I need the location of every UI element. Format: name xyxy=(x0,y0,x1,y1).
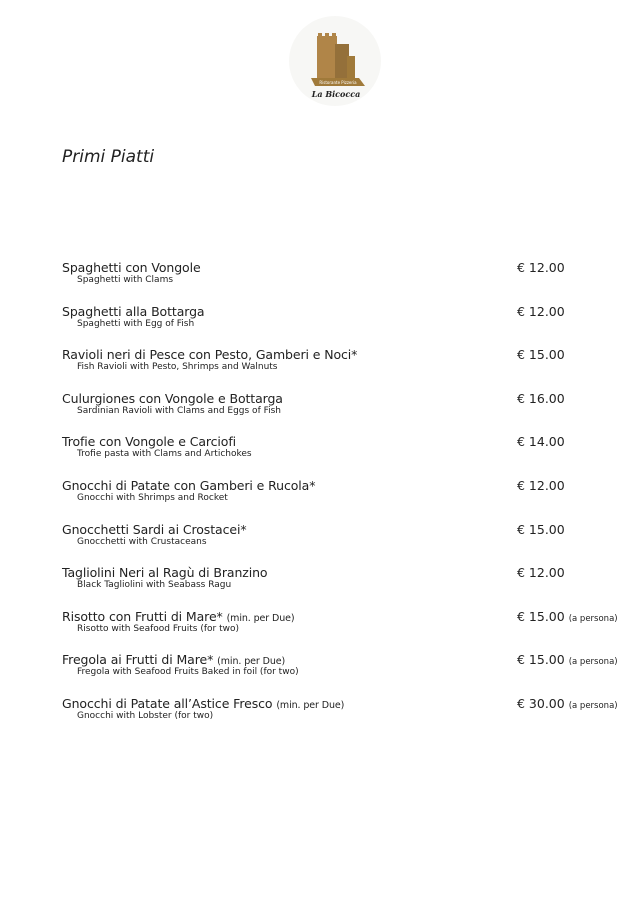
menu-item xyxy=(62,347,622,387)
menu-item xyxy=(62,434,622,474)
price-value: € 12.00 xyxy=(517,565,565,581)
price-value: € 30.00 xyxy=(517,696,565,711)
dish-name xyxy=(62,696,344,711)
menu-item xyxy=(62,478,622,518)
menu-item xyxy=(62,391,622,431)
dish-description: Gnocchi with Shrimps and Rocket xyxy=(77,493,228,503)
dish-name xyxy=(62,652,285,667)
price-unit: (a persona) xyxy=(568,657,618,668)
svg-text:La Bicocca: La Bicocca xyxy=(311,89,361,99)
section-title: Primi Piatti xyxy=(62,147,155,167)
price-value: € 12.00 xyxy=(517,303,565,319)
menu-item xyxy=(62,696,622,736)
dish-name-text: Tagliolini Neri al Ragù di Branzino xyxy=(62,565,268,581)
dish-name-text: Spaghetti con Vongole xyxy=(62,260,201,275)
dish-name xyxy=(62,304,204,319)
price-value: € 12.00 xyxy=(517,260,565,275)
dish-description: Black Tagliolini with Seabass Ragu xyxy=(77,580,232,591)
dish-name-text: Ravioli neri di Pesce con Pesto, Gamberi e Noci* xyxy=(62,347,358,363)
dish-name xyxy=(62,391,283,406)
dish-name-text: Gnocchetti Sardi ai Crostacei* xyxy=(62,521,247,537)
menu-item xyxy=(62,652,622,692)
dish-description: Risotto with Seafood Fruits (for two) xyxy=(77,623,240,634)
dish-description: Gnocchi with Lobster (for two) xyxy=(77,711,214,721)
dish-description: Trofie pasta with Clams and Artichokes xyxy=(77,449,252,460)
dish-note: (min. per Due) xyxy=(217,656,286,668)
dish-description: Gnocchetti with Crustaceans xyxy=(77,536,207,547)
dish-price xyxy=(517,347,565,362)
price-unit: (a persona) xyxy=(568,613,618,624)
menu-item xyxy=(62,260,622,300)
dish-price xyxy=(517,434,565,449)
dish-price xyxy=(517,522,565,537)
price-value: € 15.00 xyxy=(517,608,565,624)
dish-name xyxy=(62,478,315,493)
dish-description: Fish Ravioli with Pesto, Shrimps and Walnuts xyxy=(77,362,278,373)
menu-item xyxy=(62,304,622,344)
price-value: € 14.00 xyxy=(517,434,565,450)
dish-price xyxy=(517,478,565,493)
dish-description: Fregola with Seafood Fruits Baked in foil (for two) xyxy=(77,667,299,678)
svg-text:Ristorante Pizzeria: Ristorante Pizzeria xyxy=(319,80,357,85)
dish-price xyxy=(517,391,565,406)
dish-description: Spaghetti with Egg of Fish xyxy=(77,318,195,329)
menu-item xyxy=(62,522,622,562)
dish-name xyxy=(62,434,236,449)
dish-description: Sardinian Ravioli with Clams and Eggs of Fish xyxy=(77,405,282,416)
dish-name-text: Risotto con Frutti di Mare* xyxy=(62,608,223,624)
restaurant-logo xyxy=(289,16,381,106)
price-value: € 16.00 xyxy=(517,390,565,406)
dish-price xyxy=(517,260,565,275)
dish-name-text: Trofie con Vongole e Carciofi xyxy=(62,434,237,450)
dish-description: Spaghetti with Clams xyxy=(77,275,174,285)
dish-price xyxy=(517,609,618,624)
price-value: € 15.00 xyxy=(517,652,565,668)
price-unit: (a persona) xyxy=(568,701,618,711)
dish-note: (min. per Due) xyxy=(276,700,345,711)
dish-price xyxy=(517,652,618,667)
dish-name-text: Gnocchi di Patate all’Astice Fresco xyxy=(62,696,273,711)
menu-item xyxy=(62,565,622,605)
price-value: € 15.00 xyxy=(517,521,565,537)
dish-price xyxy=(517,565,565,580)
dish-name xyxy=(62,565,268,580)
dish-name-text: Culurgiones con Vongole e Bottarga xyxy=(62,390,283,406)
dish-name xyxy=(62,260,201,275)
dish-price xyxy=(517,696,618,711)
dish-name-text: Gnocchi di Patate con Gamberi e Rucola* xyxy=(62,478,316,493)
menu-item xyxy=(62,609,622,649)
dish-name xyxy=(62,347,357,362)
price-value: € 12.00 xyxy=(517,478,565,493)
dish-name xyxy=(62,522,246,537)
dish-name-text: Fregola ai Frutti di Mare* xyxy=(62,652,214,668)
dish-name-text: Spaghetti alla Bottarga xyxy=(62,303,205,319)
dish-note: (min. per Due) xyxy=(226,612,295,624)
dish-name xyxy=(62,609,295,624)
dish-price xyxy=(517,304,565,319)
price-value: € 15.00 xyxy=(517,347,565,363)
